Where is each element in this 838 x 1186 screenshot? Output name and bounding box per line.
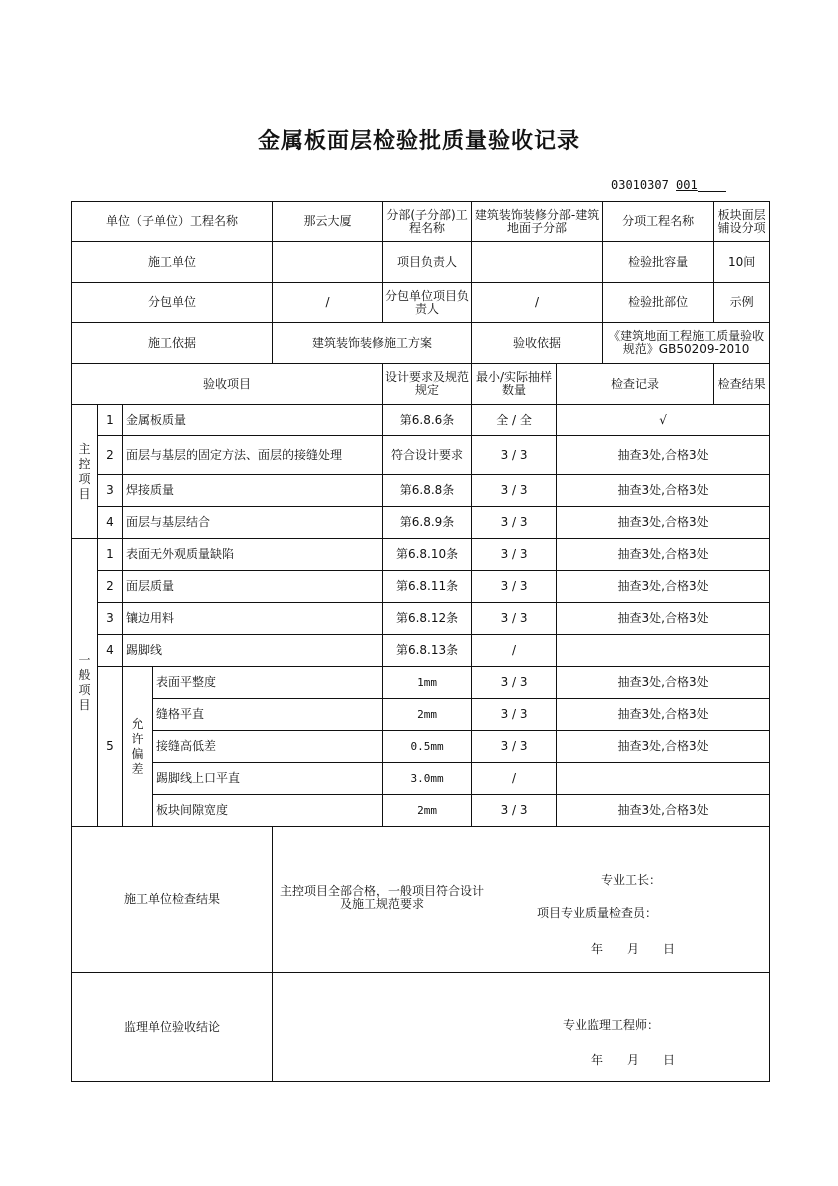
- supervisor-check-label: 监理单位验收结论: [72, 973, 273, 1082]
- basis-value: 建筑装饰装修施工方案: [273, 323, 472, 364]
- pm-value: [472, 242, 603, 283]
- item-name: 缝格平直: [153, 699, 383, 731]
- table-row: [72, 603, 770, 635]
- part-value: 示例: [714, 283, 770, 323]
- item-record: 抽查3处,合格3处: [557, 731, 770, 763]
- item-name: 镶边用料: [123, 603, 383, 635]
- item-spec: 0.5mm: [383, 731, 472, 763]
- item-sample: 3 / 3: [472, 507, 557, 539]
- item-name: 表面无外观质量缺陷: [123, 539, 383, 571]
- item-spec: 第6.8.10条: [383, 539, 472, 571]
- item-name: 焊接质量: [123, 475, 383, 507]
- table-row: [72, 507, 770, 539]
- contractor-value: [273, 242, 383, 283]
- sub-pm-value: /: [472, 283, 603, 323]
- item-spec: 第6.8.8条: [383, 475, 472, 507]
- table-row: [72, 539, 770, 571]
- capacity-value: 10间: [714, 242, 770, 283]
- pm-label: 项目负责人: [383, 242, 472, 283]
- item-record: 抽查3处,合格3处: [557, 475, 770, 507]
- item-record: 抽查3处,合格3处: [557, 507, 770, 539]
- item-record: [557, 635, 770, 667]
- item-record: 抽查3处,合格3处: [557, 699, 770, 731]
- part-label: 检验批部位: [603, 283, 714, 323]
- item-record: 抽查3处,合格3处: [557, 667, 770, 699]
- table-row: [72, 436, 770, 475]
- row-no: 2: [98, 571, 123, 603]
- subcontractor-label: 分包单位: [72, 283, 273, 323]
- supervisor-check-row: [72, 973, 770, 1082]
- item-record: 抽查3处,合格3处: [557, 539, 770, 571]
- subitem-label: 分项工程名称: [603, 202, 714, 242]
- unit-label: 单位（子单位）工程名称: [72, 202, 273, 242]
- sub-pm-label: 分包单位项目负责人: [383, 283, 472, 323]
- item-sample: 3 / 3: [472, 571, 557, 603]
- col-record: 检查记录: [557, 364, 714, 405]
- contractor-date: 年 月 日: [591, 942, 676, 956]
- engineer-label: 专业监理工程师：: [563, 1018, 660, 1032]
- table-row: [72, 405, 770, 436]
- accept-basis-label: 验收依据: [472, 323, 603, 364]
- col-result: 检查结果: [714, 364, 770, 405]
- contractor-check-area: [273, 827, 770, 973]
- item-name: 表面平整度: [153, 667, 383, 699]
- page-title: 金属板面层检验批质量验收记录: [257, 128, 580, 154]
- table-row: [72, 699, 770, 731]
- item-sample: 3 / 3: [472, 603, 557, 635]
- item-name: 面层质量: [123, 571, 383, 603]
- item-record: 抽查3处,合格3处: [557, 795, 770, 827]
- item-spec: 2mm: [383, 699, 472, 731]
- basis-label: 施工依据: [72, 323, 273, 364]
- item-sample: 3 / 3: [472, 795, 557, 827]
- item-sample: /: [472, 763, 557, 795]
- col-item: 验收项目: [72, 364, 383, 405]
- item-name: 踢脚线: [123, 635, 383, 667]
- row-no: 3: [98, 603, 123, 635]
- item-sample: 3 / 3: [472, 475, 557, 507]
- contractor-check-label: 施工单位检查结果: [72, 827, 273, 973]
- contractor-check-row: [72, 827, 770, 973]
- row-no: 4: [98, 635, 123, 667]
- item-spec: 第6.8.11条: [383, 571, 472, 603]
- item-spec: 1mm: [383, 667, 472, 699]
- supervisor-check-area: [273, 973, 770, 1082]
- division-value: 建筑装饰装修分部-建筑地面子分部: [472, 202, 603, 242]
- item-sample: 3 / 3: [472, 436, 557, 475]
- table-row: [72, 667, 770, 699]
- row-no: 2: [98, 436, 123, 475]
- contractor-label: 施工单位: [72, 242, 273, 283]
- doc-code: 03010307: [611, 178, 669, 192]
- row-no: 5: [98, 667, 123, 827]
- item-spec: 第6.8.12条: [383, 603, 472, 635]
- row-no: 3: [98, 475, 123, 507]
- table-row: [72, 795, 770, 827]
- item-sample: 3 / 3: [472, 731, 557, 763]
- row-no: 4: [98, 507, 123, 539]
- item-name: 板块间隙宽度: [153, 795, 383, 827]
- row-no: 1: [98, 405, 123, 436]
- item-record: [557, 763, 770, 795]
- general-label: 一般项目: [72, 539, 98, 827]
- row-no: 1: [98, 539, 123, 571]
- col-sample: 最小/实际抽样数量: [472, 364, 557, 405]
- accept-basis-value: 《建筑地面工程施工质量验收规范》GB50209-2010: [603, 323, 770, 364]
- table-row: [72, 731, 770, 763]
- item-sample: 3 / 3: [472, 667, 557, 699]
- item-sample: 3 / 3: [472, 699, 557, 731]
- division-label: 分部(子分部)工程名称: [383, 202, 472, 242]
- supervisor-date: 年 月 日: [591, 1053, 676, 1067]
- table-row: [72, 635, 770, 667]
- item-spec: 第6.8.13条: [383, 635, 472, 667]
- table-row: [72, 571, 770, 603]
- capacity-label: 检验批容量: [603, 242, 714, 283]
- item-spec: 第6.8.6条: [383, 405, 472, 436]
- doc-suffix: 001: [676, 178, 698, 192]
- document-number: [611, 178, 726, 192]
- item-spec: 2mm: [383, 795, 472, 827]
- item-spec: 3.0mm: [383, 763, 472, 795]
- item-record: 抽查3处,合格3处: [557, 571, 770, 603]
- item-record: 抽查3处,合格3处: [557, 603, 770, 635]
- table-row: [72, 763, 770, 795]
- item-record: √: [557, 405, 770, 436]
- item-name: 踢脚线上口平直: [153, 763, 383, 795]
- deviation-label: 允许偏差: [123, 667, 153, 827]
- subitem-value: 板块面层铺设分项: [714, 202, 770, 242]
- item-name: 面层与基层的固定方法、面层的接缝处理: [123, 436, 383, 475]
- contractor-comment: 主控项目全部合格，一般项目符合设计及施工规范要求: [280, 884, 485, 911]
- item-name: 面层与基层结合: [123, 507, 383, 539]
- item-sample: /: [472, 635, 557, 667]
- item-record: 抽查3处,合格3处: [557, 436, 770, 475]
- unit-value: 那云大厦: [273, 202, 383, 242]
- table-row: [72, 475, 770, 507]
- item-sample: 全 / 全: [472, 405, 557, 436]
- foreman-label: 专业工长：: [601, 873, 662, 887]
- item-spec: 符合设计要求: [383, 436, 472, 475]
- item-spec: 第6.8.9条: [383, 507, 472, 539]
- inspection-record-table: [71, 201, 770, 1082]
- subcontractor-value: /: [273, 283, 383, 323]
- main-control-label: 主控项目: [72, 405, 98, 539]
- item-sample: 3 / 3: [472, 539, 557, 571]
- item-name: 接缝高低差: [153, 731, 383, 763]
- inspector-label: 项目专业质量检查员：: [537, 906, 658, 920]
- col-design: 设计要求及规范规定: [383, 364, 472, 405]
- item-name: 金属板质量: [123, 405, 383, 436]
